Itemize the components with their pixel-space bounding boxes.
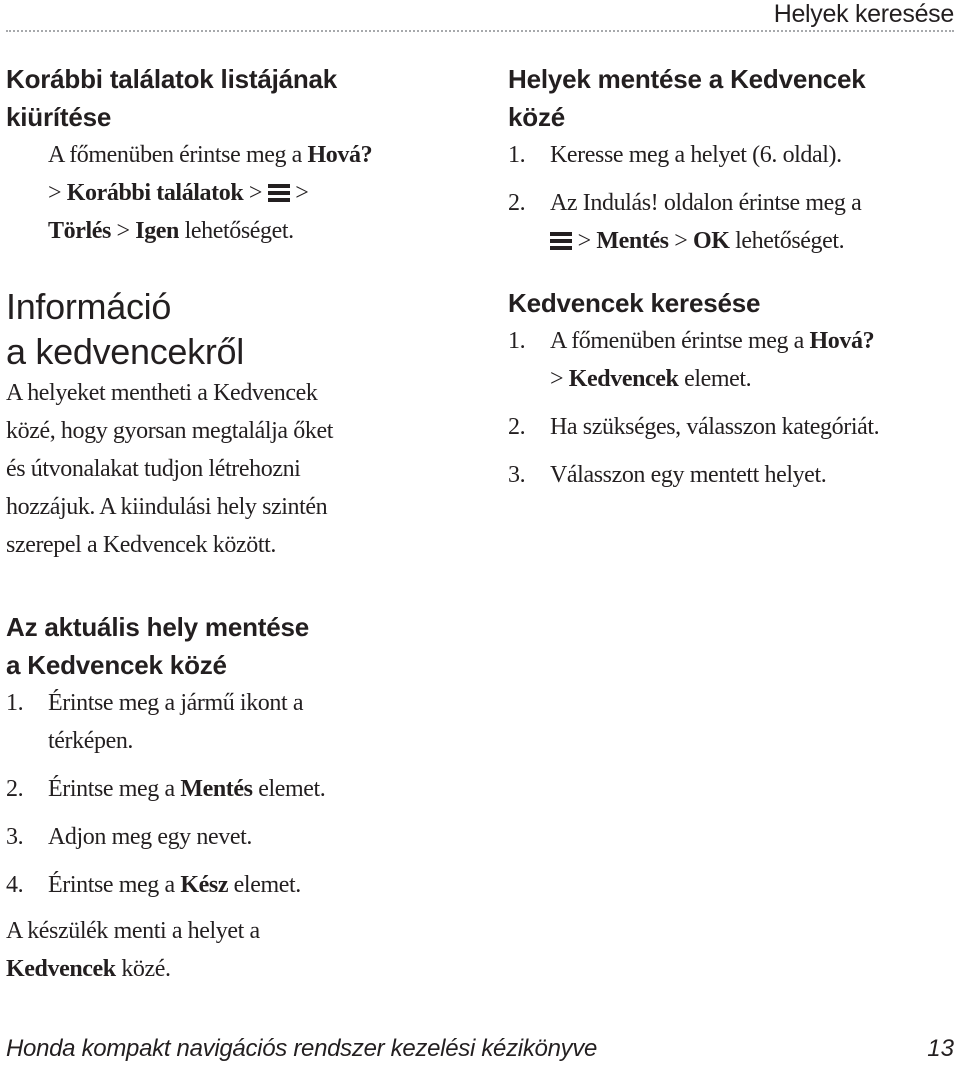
list-item	[508, 184, 960, 260]
heading-line: Információ	[6, 286, 172, 327]
text: >	[289, 180, 309, 206]
text: A készülék menti a helyet a	[6, 918, 260, 944]
text: Adjon meg egy nevet.	[48, 824, 252, 850]
step-number: 3.	[6, 824, 24, 850]
list-item	[6, 770, 476, 808]
bold-term: Igen	[135, 218, 180, 244]
step-number: 2.	[508, 190, 526, 216]
header-divider	[6, 30, 954, 32]
text-line: közé, hogy gyorsan megtalálja őket	[6, 418, 333, 444]
text: elemet.	[252, 776, 326, 802]
heading-line: kiürítése	[6, 102, 112, 132]
list-item	[6, 866, 476, 904]
step-number: 3.	[508, 462, 526, 488]
step-number: 2.	[508, 414, 526, 440]
save-current-heading	[6, 608, 476, 684]
clear-history-heading	[6, 60, 476, 136]
heading-line: Az aktuális hely mentése	[6, 612, 309, 642]
heading-line: a kedvencekről	[6, 331, 244, 372]
text: >	[110, 218, 136, 244]
bold-term: Hová?	[809, 328, 875, 354]
text: >	[668, 228, 693, 254]
clear-history-section	[6, 60, 476, 250]
list-item	[6, 818, 476, 856]
favorites-info-section	[6, 284, 476, 564]
step-number: 2.	[6, 776, 24, 802]
heading-line: a Kedvencek közé	[6, 650, 227, 680]
heading-line: közé	[508, 102, 566, 132]
save-places-section	[508, 60, 960, 260]
text: közé.	[115, 956, 171, 982]
step-number: 1.	[6, 690, 24, 716]
bold-term: Törlés	[48, 218, 111, 244]
bold-term: Kedvencek	[6, 956, 116, 982]
favorites-info-paragraph	[6, 374, 476, 564]
text: lehetőséget.	[179, 218, 294, 244]
bold-term: OK	[692, 228, 730, 254]
text: Az Indulás! oldalon érintse meg a	[550, 190, 862, 216]
step-number: 1.	[508, 328, 526, 354]
page-number: 13	[927, 1035, 954, 1062]
section-header: Helyek keresése	[773, 0, 954, 28]
text: Érintse meg a jármű ikont a	[48, 690, 304, 716]
text-line: és útvonalakat tudjon létrehozni	[6, 456, 301, 482]
text: >	[48, 180, 67, 206]
heading-line: Korábbi találatok listájának	[6, 64, 338, 94]
clear-history-instructions	[6, 136, 476, 250]
step-number: 1.	[508, 142, 526, 168]
bold-term: Mentés	[180, 776, 253, 802]
text: elemet.	[678, 366, 752, 392]
text: térképen.	[48, 728, 134, 754]
list-item	[508, 456, 960, 494]
text: Ha szükséges, válasszon kategóriát.	[550, 414, 880, 440]
text: A főmenüben érintse meg a	[48, 142, 308, 168]
list-item	[508, 136, 960, 174]
menu-icon	[268, 184, 290, 202]
text: Keresse meg a helyet (6. oldal).	[550, 142, 842, 168]
text: >	[243, 180, 268, 206]
text: A főmenüben érintse meg a	[550, 328, 810, 354]
text: lehetőséget.	[729, 228, 845, 254]
text-line: hozzájuk. A kiindulási hely szintén	[6, 494, 328, 520]
list-item	[508, 322, 960, 398]
text: Érintse meg a	[48, 776, 181, 802]
manual-title: Honda kompakt navigációs rendszer kezelési kézikönyve	[6, 1035, 598, 1062]
save-places-heading	[508, 60, 960, 136]
list-item	[6, 684, 476, 760]
menu-icon	[550, 232, 572, 250]
list-item	[508, 408, 960, 446]
text-line: A helyeket mentheti a Kedvencek	[6, 380, 318, 406]
save-current-steps	[6, 684, 476, 904]
save-current-result	[6, 912, 476, 988]
bold-term: Korábbi találatok	[66, 180, 244, 206]
bold-term: Kész	[180, 872, 229, 898]
text: Érintse meg a	[48, 872, 181, 898]
find-favorites-heading: Kedvencek keresése	[508, 288, 761, 318]
favorites-info-heading	[6, 284, 476, 374]
bold-term: Hová?	[307, 142, 373, 168]
save-current-section	[6, 608, 476, 988]
save-places-steps	[508, 136, 960, 260]
find-favorites-section	[508, 284, 960, 494]
text: elemet.	[228, 872, 301, 898]
heading-line: Helyek mentése a Kedvencek	[508, 64, 866, 94]
find-favorites-steps	[508, 322, 960, 494]
text-line: szerepel a Kedvencek között.	[6, 532, 276, 558]
text: >	[572, 228, 597, 254]
bold-term: Mentés	[596, 228, 669, 254]
step-number: 4.	[6, 872, 24, 898]
text: Válasszon egy mentett helyet.	[550, 462, 827, 488]
text: >	[550, 366, 569, 392]
bold-term: Kedvencek	[568, 366, 679, 392]
